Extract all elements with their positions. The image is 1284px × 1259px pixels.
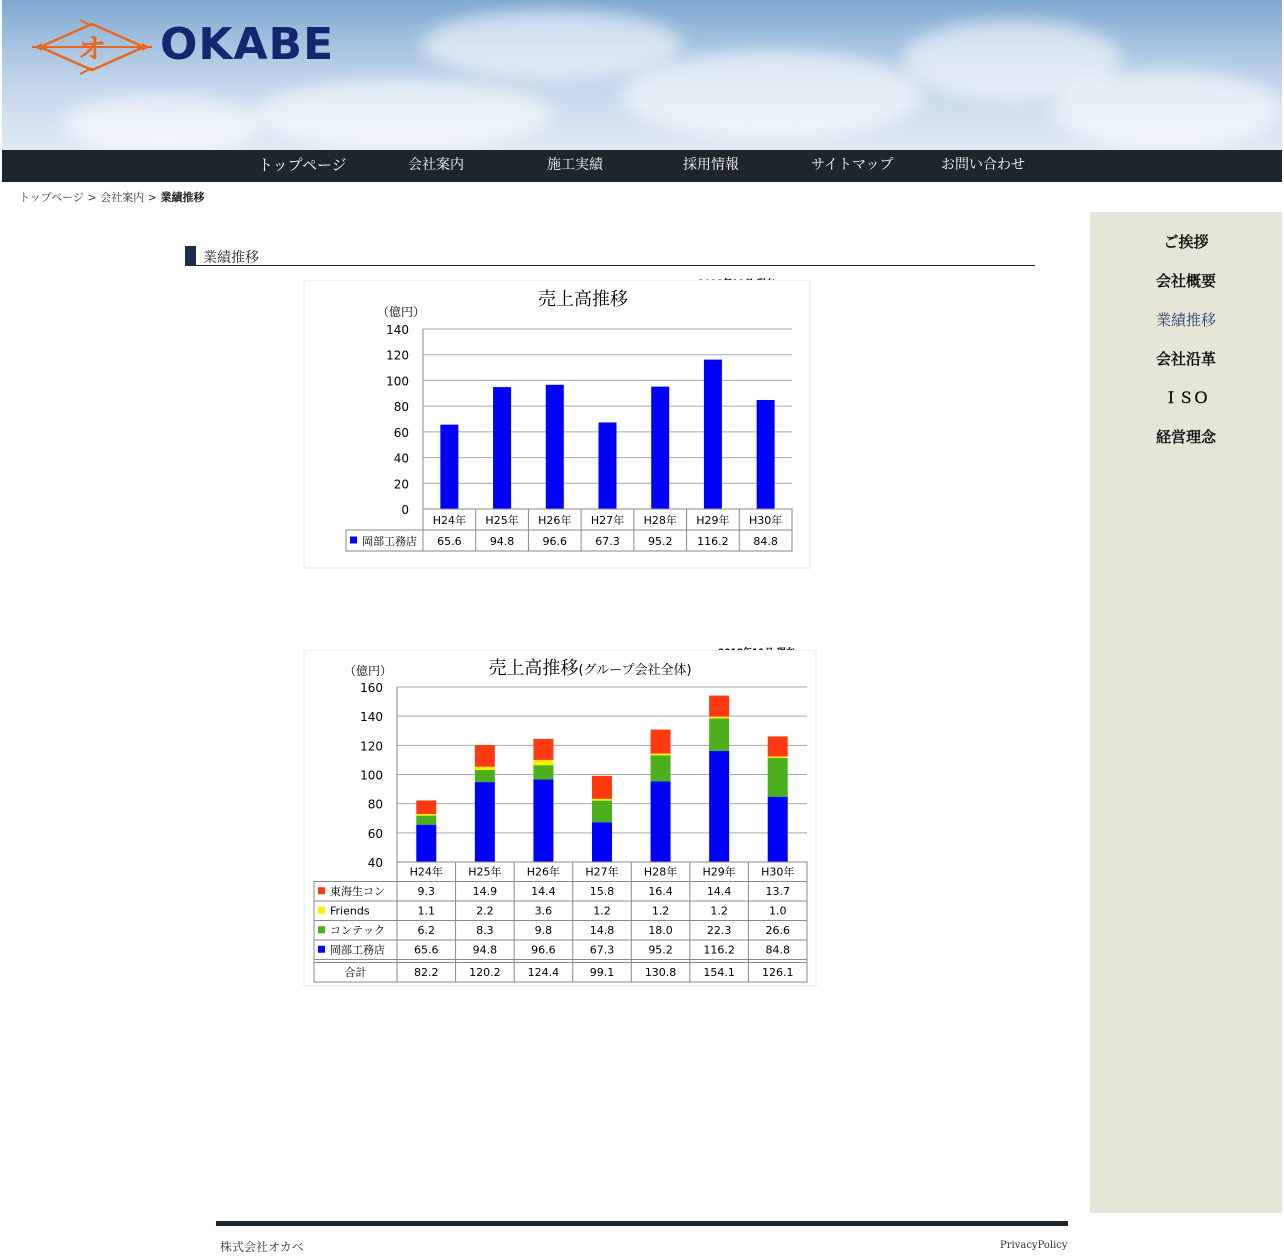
bar-岡部工務店 [546, 385, 564, 509]
total-value: 154.1 [703, 966, 735, 979]
data-value: 65.6 [414, 943, 439, 957]
bar-東海生コン [416, 800, 436, 814]
bar-Friends [709, 717, 729, 719]
bar-岡部工務店 [704, 360, 722, 509]
breadcrumb-company[interactable]: 会社案内 [100, 191, 145, 204]
legend-label: Friends [330, 904, 370, 918]
breadcrumb-separator: > [87, 191, 97, 204]
data-value: 84.8 [765, 943, 790, 957]
legend-swatch-東海生コン [318, 887, 325, 894]
data-value: 16.4 [648, 885, 673, 898]
y-tick-label: 40 [393, 451, 409, 466]
bar-東海生コン [651, 730, 671, 754]
data-value: 67.3 [589, 943, 615, 957]
category-label: H29年 [696, 514, 730, 527]
data-value: 14.4 [706, 885, 732, 898]
chart-title-suffix: (グループ会社全体) [578, 663, 692, 678]
legend-label: 岡部工務店 [362, 535, 417, 548]
nav-recruit[interactable]: 採用情報 [683, 157, 739, 173]
footer-privacy-link[interactable]: PrivacyPolicy [1000, 1240, 1068, 1251]
bar-コンテック [592, 801, 612, 823]
bar-Friends [592, 799, 612, 801]
bar-岡部工務店 [475, 782, 495, 862]
data-value: 1.2 [651, 904, 670, 918]
data-value: 14.8 [589, 924, 615, 937]
legend-label: コンテック [330, 924, 385, 937]
bar-岡部工務店 [599, 422, 617, 509]
bar-東海生コン [533, 739, 553, 760]
data-value: 8.3 [476, 924, 494, 937]
sidebar-item-performance[interactable]: 業績推移 [1155, 311, 1216, 329]
y-tick-label: 100 [360, 768, 383, 783]
data-value: 1.0 [768, 904, 787, 918]
data-value: 9.3 [417, 885, 436, 898]
data-value: 65.6 [437, 535, 462, 548]
chart-title: 売上高推移 [538, 289, 628, 310]
legend-swatch-岡部工務店 [350, 537, 357, 544]
data-value: 94.8 [472, 943, 498, 957]
data-value: 1.2 [710, 904, 728, 918]
section-heading-bar [185, 246, 196, 266]
total-value: 130.8 [644, 966, 677, 979]
bar-岡部工務店 [533, 779, 553, 862]
bar-コンテック [651, 755, 671, 781]
sales-chart [300, 280, 820, 570]
data-value: 95.2 [648, 943, 673, 957]
bar-岡部工務店 [651, 387, 669, 509]
bar-Friends [475, 767, 495, 770]
header-banner [2, 0, 1282, 150]
total-value: 82.2 [414, 966, 439, 979]
y-tick-label: 120 [386, 348, 409, 363]
data-value: 26.6 [765, 924, 790, 937]
data-value: 9.8 [534, 924, 553, 937]
bar-コンテック [416, 816, 436, 825]
sidebar-item-history[interactable]: 会社沿革 [1155, 350, 1216, 368]
total-value: 99.1 [589, 966, 615, 979]
category-label: H27年 [590, 514, 625, 527]
nav-contact[interactable]: お問い合わせ [941, 157, 1025, 173]
total-value: 120.2 [469, 966, 501, 979]
y-tick-label: 140 [360, 710, 383, 725]
y-tick-label: 160 [360, 681, 383, 695]
main-nav [2, 150, 1282, 182]
bar-東海生コン [768, 736, 788, 756]
category-label: H28年 [643, 865, 678, 879]
breadcrumb-top[interactable]: トップページ [19, 191, 85, 204]
y-tick-label: 60 [393, 425, 409, 440]
footer-company-name: 株式会社オカベ [220, 1240, 304, 1254]
breadcrumb [19, 189, 204, 205]
sidebar-item-greeting[interactable]: ご挨拶 [1163, 233, 1209, 251]
bar-岡部工務店 [493, 387, 511, 509]
bar-岡部工務店 [768, 797, 788, 862]
category-label: H30年 [749, 514, 783, 527]
category-label: H25年 [468, 865, 502, 879]
category-label: H24年 [409, 865, 443, 879]
data-value: 95.2 [647, 535, 673, 548]
y-tick-label: 40 [367, 856, 383, 870]
bar-岡部工務店 [651, 782, 671, 863]
total-label: 合計 [344, 966, 367, 979]
bar-東海生コン [592, 776, 612, 799]
logo-text[interactable]: OKABE [160, 19, 335, 70]
nav-works[interactable]: 施工実績 [547, 157, 603, 173]
total-value: 124.4 [527, 966, 560, 979]
data-value: 94.8 [489, 535, 515, 548]
y-tick-label: 140 [386, 323, 409, 337]
legend-swatch-コンテック [318, 926, 325, 933]
data-value: 14.9 [472, 885, 498, 898]
data-value: 3.6 [534, 904, 553, 918]
data-value: 84.8 [753, 535, 778, 548]
data-value: 13.7 [765, 885, 790, 898]
sidebar-item-philosophy[interactable]: 経営理念 [1155, 428, 1216, 446]
legend-swatch-岡部工務店 [318, 946, 325, 953]
data-value: 67.3 [595, 535, 620, 548]
legend-label: 東海生コン [330, 885, 385, 898]
data-value: 96.6 [531, 943, 556, 957]
logo-mark-char: オ [77, 32, 107, 65]
bar-コンテック [709, 718, 729, 751]
sidebar-item-iso[interactable]: ＩＳＯ [1163, 389, 1209, 407]
data-value: 116.2 [697, 535, 729, 548]
category-label: H28年 [643, 514, 677, 527]
chart-ylabel: （億円） [343, 664, 393, 678]
chart-ylabel: （億円） [376, 305, 426, 319]
data-value: 18.0 [648, 924, 673, 937]
bar-Friends [651, 754, 671, 756]
y-tick-label: 20 [393, 477, 409, 492]
breadcrumb-separator: > [147, 191, 157, 204]
nav-top-page[interactable]: トップページ [258, 156, 347, 174]
group-sales-chart [300, 650, 820, 990]
data-value: 22.3 [706, 924, 732, 937]
y-tick-label: 0 [401, 503, 409, 517]
category-label: H25年 [485, 514, 519, 527]
bar-Friends [533, 760, 553, 765]
y-tick-label: 80 [393, 400, 409, 415]
bar-Friends [416, 814, 436, 816]
section-heading-text: 業績推移 [203, 250, 259, 266]
legend-label: 岡部工務店 [330, 943, 385, 957]
bar-Friends [768, 756, 788, 757]
nav-sitemap[interactable]: サイトマップ [811, 157, 894, 173]
data-value: 1.2 [593, 904, 611, 918]
footer-divider [216, 1221, 1068, 1226]
data-value: 14.4 [531, 885, 556, 898]
category-label: H26年 [526, 865, 561, 879]
bar-東海生コン [475, 745, 495, 767]
legend-swatch-Friends [318, 907, 325, 914]
total-value: 126.1 [761, 966, 794, 979]
data-value: 15.8 [589, 885, 615, 898]
y-tick-label: 120 [360, 739, 383, 754]
bar-岡部工務店 [592, 822, 612, 862]
section-heading [185, 246, 1035, 266]
y-tick-label: 100 [386, 374, 409, 389]
data-value: 2.2 [476, 904, 494, 918]
category-label: H30年 [761, 865, 795, 879]
breadcrumb-current: 業績推移 [160, 191, 205, 204]
category-label: H26年 [538, 514, 572, 527]
data-value: 116.2 [703, 943, 735, 957]
bar-東海生コン [709, 696, 729, 717]
bar-岡部工務店 [709, 751, 729, 862]
bar-岡部工務店 [440, 425, 458, 509]
data-value: 96.6 [542, 535, 568, 548]
sidebar-item-overview[interactable]: 会社概要 [1155, 272, 1216, 290]
category-label: H27年 [585, 865, 619, 879]
bar-コンテック [475, 770, 495, 782]
y-tick-label: 60 [367, 826, 383, 841]
data-value: 6.2 [417, 924, 436, 937]
bar-コンテック [768, 758, 788, 797]
y-tick-label: 80 [367, 797, 383, 812]
okabe-logo-icon[interactable] [30, 18, 154, 76]
bar-コンテック [533, 765, 553, 779]
category-label: H29年 [702, 865, 736, 879]
chart-title: 売上高推移(グループ会社全体) [488, 658, 692, 679]
bar-岡部工務店 [757, 400, 775, 509]
nav-company[interactable]: 会社案内 [408, 157, 464, 173]
bar-岡部工務店 [416, 825, 436, 862]
sidebar [1090, 212, 1282, 1213]
category-label: H24年 [432, 514, 466, 527]
data-value: 1.1 [417, 904, 436, 918]
